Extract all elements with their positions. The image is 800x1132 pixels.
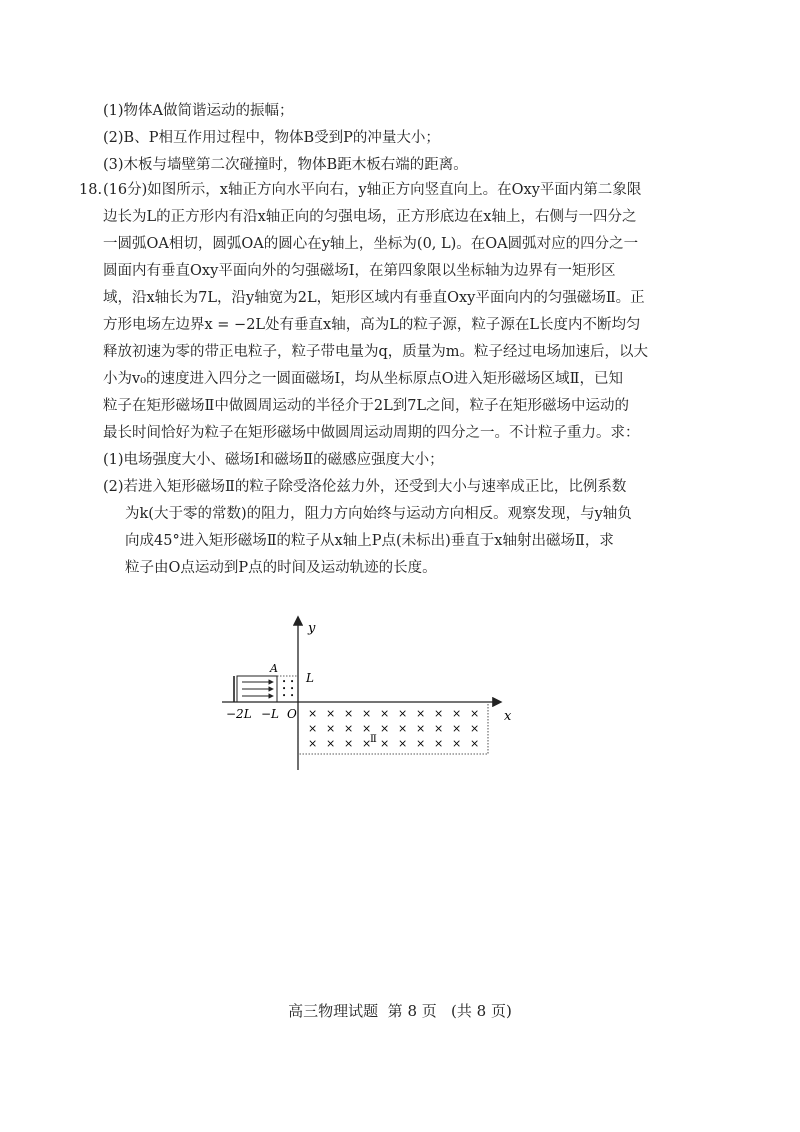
cross-mark: × xyxy=(398,737,408,750)
magnetic-field-ii-crosses xyxy=(308,707,479,750)
q18-sub-1: (1)电场强度大小、磁场Ⅰ和磁场Ⅱ的磁感应强度大小； xyxy=(103,452,444,468)
q18-line-2: 边长为L的正方形内有沿x轴正向的匀强电场，正方形底边在x轴上，右侧与一四分之 xyxy=(103,209,637,225)
cross-mark: × xyxy=(416,707,426,720)
cross-mark: × xyxy=(362,707,372,720)
cross-mark: × xyxy=(362,722,372,735)
cross-mark: × xyxy=(416,722,426,735)
cross-mark: × xyxy=(362,737,372,750)
cross-mark: × xyxy=(434,737,444,750)
dot-mark: • xyxy=(290,692,295,700)
l-label: L xyxy=(306,671,314,685)
x-axis-label: x xyxy=(504,709,512,724)
cross-mark: × xyxy=(308,722,318,735)
cross-mark: × xyxy=(344,722,354,735)
q18-line-1: (16分)如图所示，x轴正方向水平向右，y轴正方向竖直向上。在Oxy平面内第二象限 xyxy=(103,182,642,198)
q18-line-6: 方形电场左边界x = −2L处有垂直x轴，高为L的粒子源，粒子源在L长度内不断均匀 xyxy=(103,317,641,333)
cross-mark: × xyxy=(344,737,354,750)
q18-line-4: 圆面内有垂直Oxy平面向外的匀强磁场Ⅰ，在第四象限以坐标轴为边界有一矩形区 xyxy=(103,263,616,279)
cross-mark: × xyxy=(470,707,480,720)
origin-label: O xyxy=(287,707,297,721)
cross-mark: × xyxy=(326,737,336,750)
dot-mark: • xyxy=(282,678,287,686)
q18-line-7: 释放初速为零的带正电粒子，粒子带电量为q，质量为m。粒子经过电场加速后，以大 xyxy=(103,344,649,360)
prev-item-2: (2)B、P相互作用过程中，物体B受到P的冲量大小； xyxy=(103,130,440,146)
dot-mark: • xyxy=(290,685,295,693)
cross-mark: × xyxy=(380,722,390,735)
q18-line-5: 域，沿x轴长为7L，沿y轴宽为2L，矩形区域内有垂直Oxy平面向内的匀强磁场Ⅱ。正 xyxy=(103,290,645,306)
physics-figure xyxy=(0,610,800,810)
q18-line-10: 最长时间恰好为粒子在矩形磁场中做圆周运动周期的四分之一。不计粒子重力。求： xyxy=(103,425,640,441)
y-axis-label: y xyxy=(308,621,316,636)
cross-mark: × xyxy=(326,722,336,735)
magnetic-field-i-dots xyxy=(282,678,294,700)
q18-sub-2-line-4: 粒子由O点运动到P点的时间及运动轨迹的长度。 xyxy=(125,560,437,576)
tick-minus-l: −L xyxy=(261,707,280,721)
magnetic-field-i-region xyxy=(277,676,298,702)
dot-mark: • xyxy=(290,678,295,686)
cross-mark: × xyxy=(326,707,336,720)
q18-line-9: 粒子在矩形磁场Ⅱ中做圆周运动的半径介于2L到7L之间，粒子在矩形磁场中运动的 xyxy=(103,398,630,414)
cross-mark: × xyxy=(380,737,390,750)
cross-mark: × xyxy=(308,737,318,750)
cross-mark: × xyxy=(308,707,318,720)
q18-line-8: 小为v₀的速度进入四分之一圆面磁场Ⅰ，均从坐标原点O进入矩形磁场区域Ⅱ，已知 xyxy=(103,371,623,387)
cross-mark: × xyxy=(398,707,408,720)
field-arrows xyxy=(242,682,273,696)
q18-sub-2-line-3: 向成45°进入矩形磁场Ⅱ的粒子从x轴上P点(未标出)垂直于x轴射出磁场Ⅱ，求 xyxy=(125,533,614,549)
cross-mark: × xyxy=(452,722,462,735)
cross-mark: × xyxy=(434,722,444,735)
cross-mark: × xyxy=(416,737,426,750)
cross-mark: × xyxy=(470,722,480,735)
cross-mark: × xyxy=(398,722,408,735)
cross-mark: × xyxy=(434,707,444,720)
cross-mark: × xyxy=(470,737,480,750)
q18-sub-2-line-1: (2)若进入矩形磁场Ⅱ的粒子除受洛伦兹力外，还受到大小与速率成正比，比例系数 xyxy=(103,479,627,495)
dot-mark: • xyxy=(282,685,287,693)
q18-line-3: 一圆弧OA相切，圆弧OA的圆心在y轴上，坐标为(0, L)。在OA圆弧对应的四分之一 xyxy=(103,236,639,252)
question-number: 18. xyxy=(79,182,103,198)
cross-mark: × xyxy=(344,707,354,720)
cross-mark: × xyxy=(380,707,390,720)
region-ii-label: Ⅱ xyxy=(370,734,377,745)
tick-minus-2l: −2L xyxy=(226,707,252,721)
cross-mark: × xyxy=(452,707,462,720)
cross-mark: × xyxy=(452,737,462,750)
dot-mark: • xyxy=(282,692,287,700)
page-footer: 高三物理试题 第 8 页 (共 8 页) xyxy=(288,1002,512,1020)
prev-item-3: (3)木板与墙壁第二次碰撞时，物体B距木板右端的距离。 xyxy=(103,157,468,173)
q18-sub-2-line-2: 为k(大于零的常数)的阻力，阻力方向始终与运动方向相反。观察发现，与y轴负 xyxy=(125,506,632,522)
point-a-label: A xyxy=(270,662,278,675)
prev-item-1: (1)物体A做简谐运动的振幅； xyxy=(103,103,294,119)
